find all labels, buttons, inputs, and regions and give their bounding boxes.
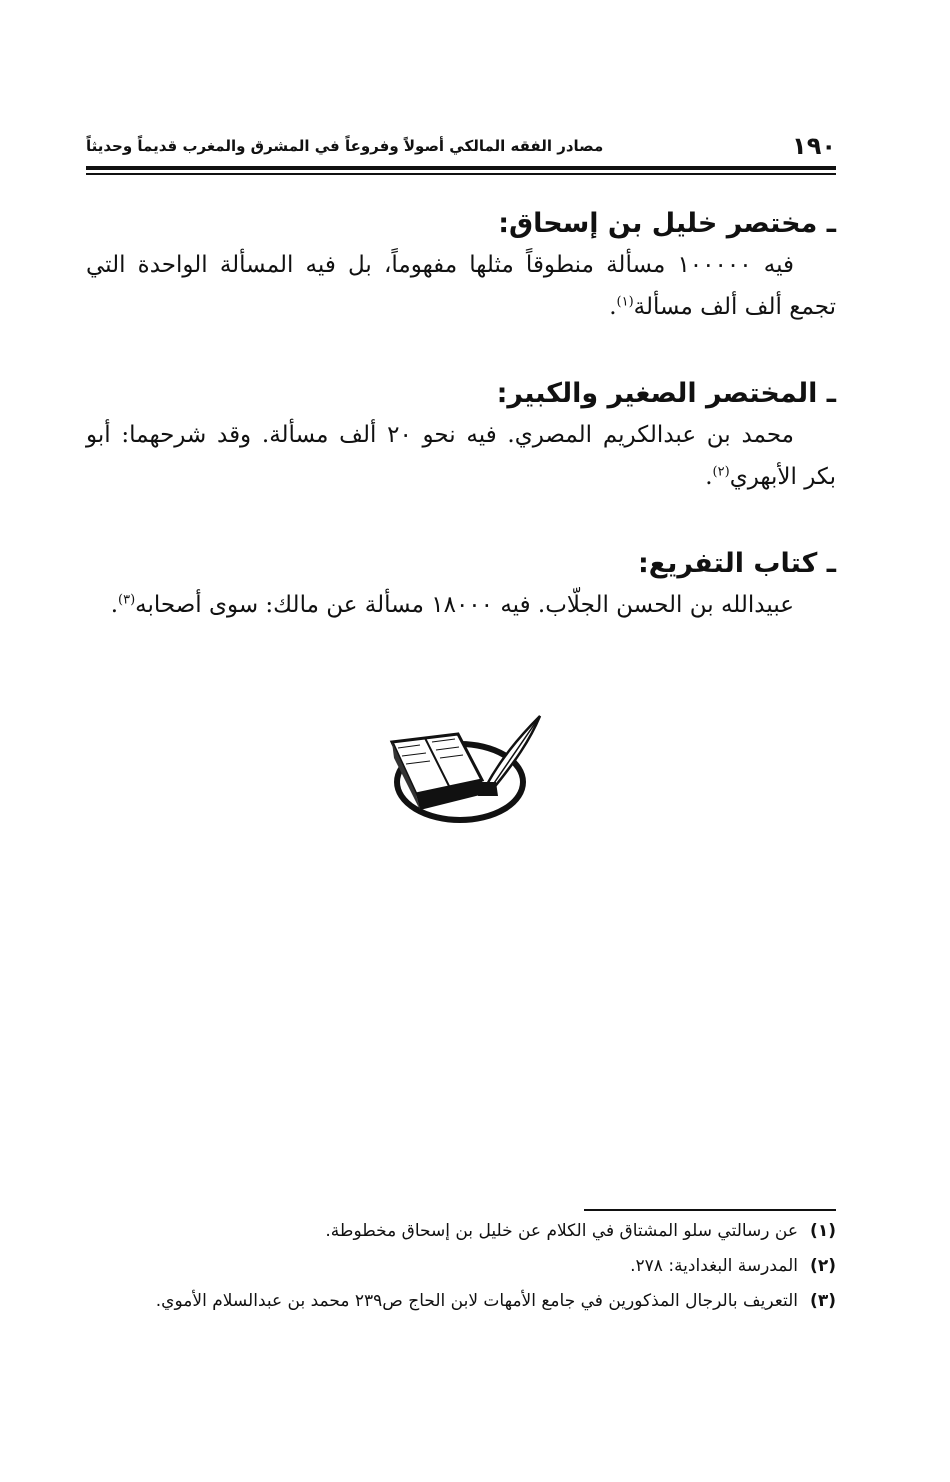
footnote-item (86, 1214, 836, 1249)
footnote-text: عن رسالتي سلو المشتاق في الكلام عن خليل بن إسحاق مخطوطة. (325, 1221, 798, 1241)
footnotes (86, 1214, 836, 1319)
footnote-ref: (١) (616, 294, 634, 310)
section-text: محمد بن عبدالكريم المصري. فيه نحو ٢٠ ألف مسألة. وقد شرحهما: أبو بكر الأبهري (86, 422, 836, 490)
section-mukhtasar-khalil (86, 204, 836, 328)
page-number: ١٩٠ (792, 132, 836, 160)
footnote-text: المدرسة البغدادية: ٢٧٨. (630, 1256, 798, 1276)
footnote-ref: (٣) (118, 592, 136, 608)
footnote-text: التعريف بالرجال المذكورين في جامع الأمهات لابن الحاج ص٢٣٩ محمد بن عبدالسلام الأموي. (155, 1291, 798, 1311)
footnote-separator (584, 1209, 836, 1211)
section-mukhtasar-saghir-kabir (86, 374, 836, 498)
footnote-number: (٣) (810, 1291, 836, 1311)
section-heading: ـ مختصر خليل بن إسحاق: (498, 208, 836, 239)
header-rule-thick (86, 166, 836, 170)
book-quill-ornament-icon (380, 710, 550, 830)
section-text: عبيدالله بن الحسن الجلّاب. فيه ١٨٠٠٠ مسألة عن مالك: سوى أصحابه (135, 592, 794, 618)
header-rule-thin (86, 173, 836, 175)
footnote-item (86, 1284, 836, 1319)
header-title: مصادر الفقه المالكي أصولاً وفروعاً في المشرق والمغرب قديماً وحديثاً (86, 137, 604, 155)
footnote-ref: (٢) (712, 464, 730, 480)
footnote-item (86, 1249, 836, 1284)
section-end: . (609, 294, 617, 320)
section-heading: ـ كتاب التفريع: (637, 548, 836, 579)
footnote-number: (١) (810, 1221, 836, 1241)
section-end: . (110, 592, 118, 618)
footnote-number: (٢) (810, 1256, 836, 1276)
running-header (86, 126, 836, 166)
section-text: فيه ١٠٠٠٠٠ مسألة منطوقاً مثلها مفهوماً، بل فيه المسألة الواحدة التي تجمع ألف ألف مسألة (86, 252, 836, 320)
section-heading: ـ المختصر الصغير والكبير: (496, 378, 836, 409)
section-end: . (705, 464, 713, 490)
section-body (86, 414, 836, 498)
section-kitab-tafri (86, 544, 836, 626)
section-body (86, 584, 836, 626)
section-body (86, 244, 836, 328)
